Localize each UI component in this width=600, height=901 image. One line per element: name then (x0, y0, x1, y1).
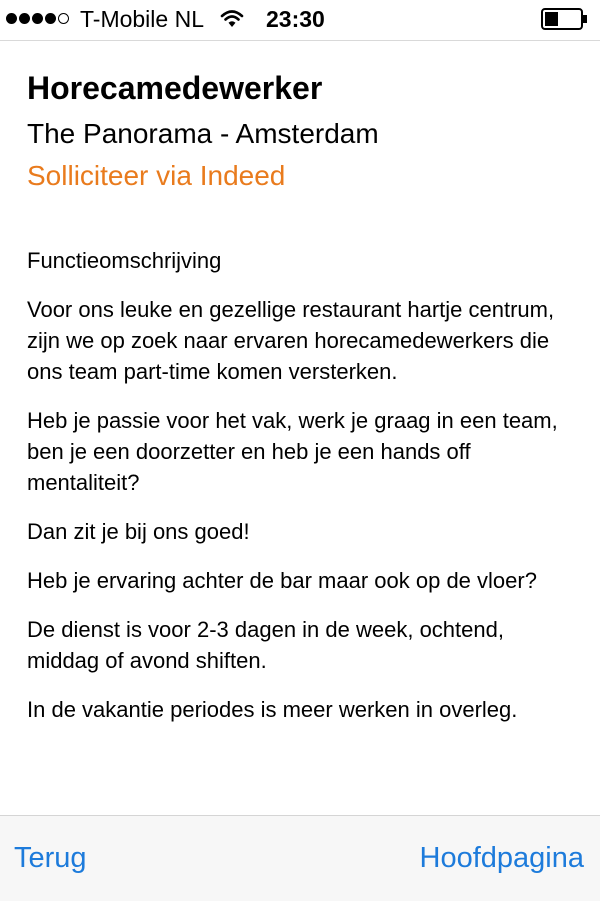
description-paragraph: Dan zit je bij ons goed! (27, 519, 250, 544)
job-description (27, 245, 582, 743)
clock: 23:30 (266, 6, 325, 32)
home-page-button[interactable]: Hoofdpagina (419, 842, 584, 874)
back-button[interactable]: Terug (14, 842, 87, 874)
description-heading: Functieomschrijving (27, 248, 222, 273)
signal-dot (45, 13, 56, 24)
wifi-icon (220, 9, 244, 29)
battery-icon (541, 8, 589, 30)
status-bar (0, 0, 600, 41)
description-paragraph: Heb je passie voor het vak, werk je graag in een team, ben je een doorzetter en heb je een hands off mentaliteit? (27, 408, 558, 495)
description-paragraph: In de vakantie periodes is meer werken in overleg. (27, 697, 518, 722)
description-paragraph: Voor ons leuke en gezellige restaurant hartje centrum, zijn we op zoek naar ervaren horecamedewerkers die ons team part-time komen versterken. (27, 297, 555, 384)
apply-via-indeed-link[interactable]: Solliciteer via Indeed (27, 160, 286, 191)
bottom-toolbar (0, 815, 600, 901)
signal-dot-empty (58, 13, 69, 24)
job-detail (0, 40, 600, 815)
job-title: Horecamedewerker (27, 70, 323, 106)
signal-dot (32, 13, 43, 24)
signal-dot (19, 13, 30, 24)
company-location: The Panorama - Amsterdam (27, 118, 379, 149)
description-paragraph: De dienst is voor 2-3 dagen in de week, ochtend, middag of avond shiften. (27, 617, 504, 673)
signal-strength-icon (6, 13, 69, 24)
signal-dot (6, 13, 17, 24)
description-paragraph: Heb je ervaring achter de bar maar ook op de vloer? (27, 568, 537, 593)
carrier-name: T-Mobile NL (80, 6, 204, 32)
